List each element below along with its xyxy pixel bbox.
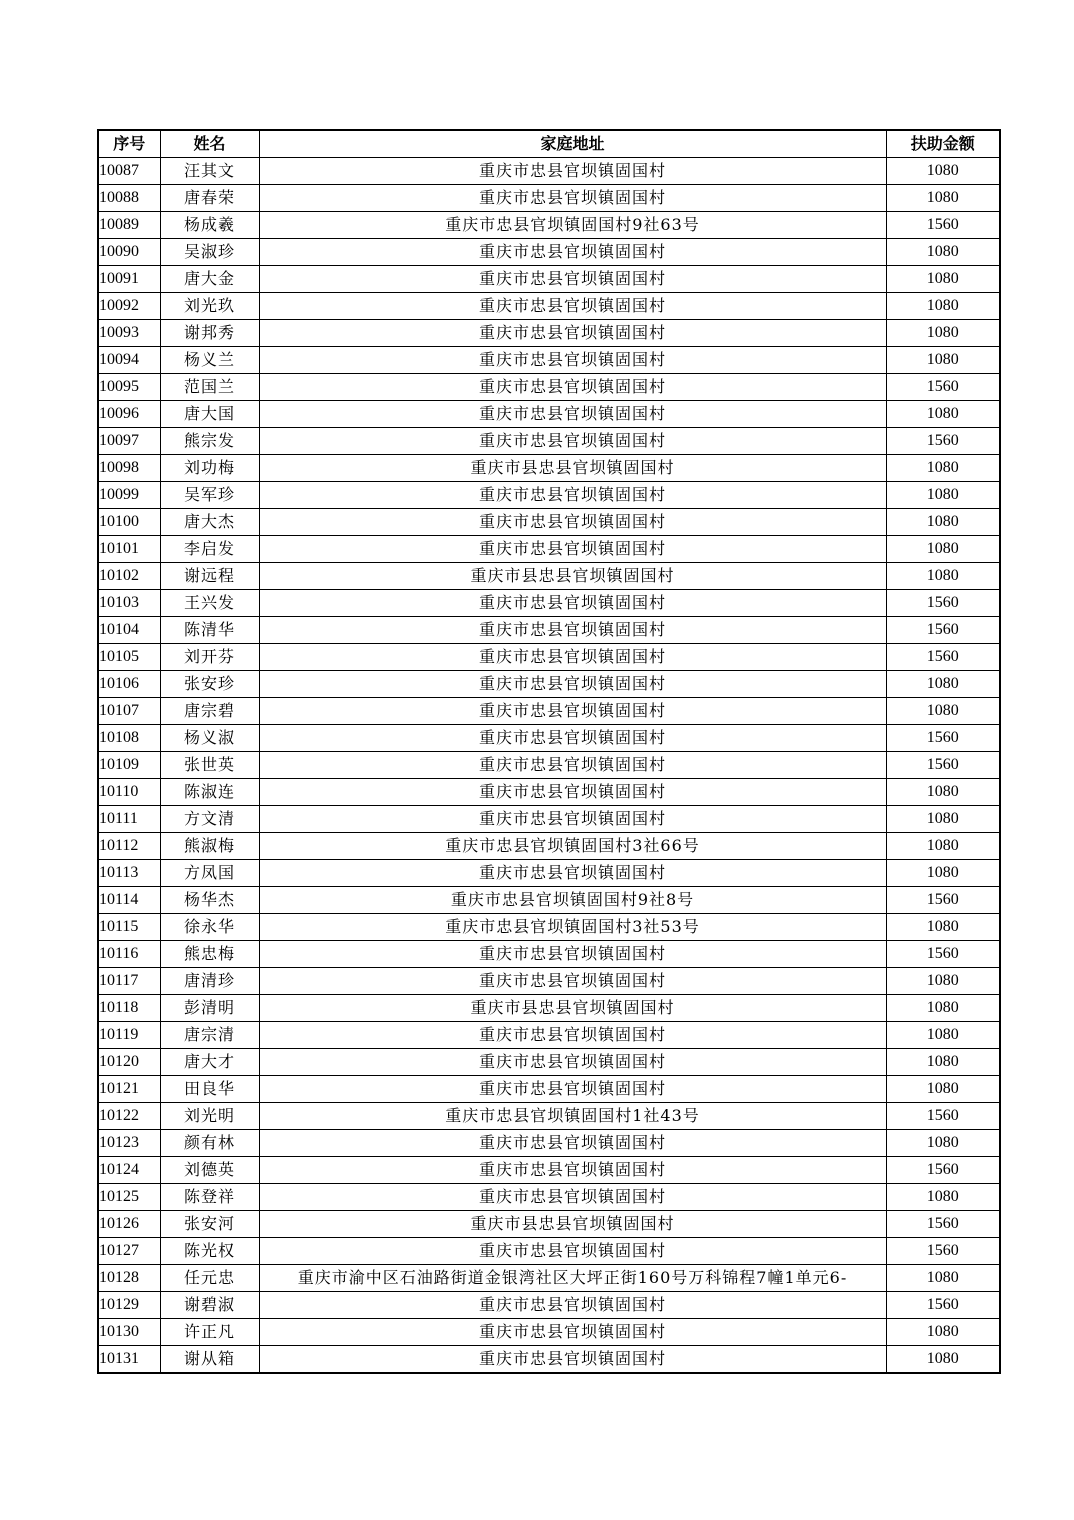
name-cell: 王兴发 [160,590,259,617]
seq-cell: 10115 [98,914,160,941]
address-cell: 重庆市忠县官坝镇固国村1社43号 [259,1103,886,1130]
name-cell: 张安河 [160,1211,259,1238]
table-row [98,941,1000,968]
amount-cell: 1080 [886,347,1000,374]
seq-cell: 10128 [98,1265,160,1292]
seq-cell: 10092 [98,293,160,320]
amount-cell: 1080 [886,482,1000,509]
address-cell: 重庆市渝中区石油路街道金银湾社区大坪正街160号万科锦程7幢1单元6- [259,1265,886,1292]
amount-cell: 1080 [886,779,1000,806]
name-cell: 许正凡 [160,1319,259,1346]
address-cell: 重庆市忠县官坝镇固国村 [259,1022,886,1049]
name-cell: 任元忠 [160,1265,259,1292]
seq-cell: 10116 [98,941,160,968]
table-row [98,185,1000,212]
table-header [98,130,1000,158]
address-cell: 重庆市忠县官坝镇固国村 [259,482,886,509]
amount-cell: 1080 [886,563,1000,590]
amount-cell: 1080 [886,1184,1000,1211]
name-cell: 杨义兰 [160,347,259,374]
address-cell: 重庆市忠县官坝镇固国村 [259,293,886,320]
address-cell: 重庆市忠县官坝镇固国村3社53号 [259,914,886,941]
seq-cell: 10096 [98,401,160,428]
table-row [98,1022,1000,1049]
table-row [98,482,1000,509]
amount-cell: 1560 [886,374,1000,401]
name-cell: 唐宗碧 [160,698,259,725]
address-cell: 重庆市忠县官坝镇固国村 [259,941,886,968]
table-row [98,752,1000,779]
name-cell: 吴淑珍 [160,239,259,266]
table-row [98,1238,1000,1265]
amount-cell: 1080 [886,698,1000,725]
address-cell: 重庆市忠县官坝镇固国村 [259,1292,886,1319]
seq-cell: 10117 [98,968,160,995]
table-row [98,428,1000,455]
table-row [98,644,1000,671]
name-cell: 唐大金 [160,266,259,293]
name-cell: 唐春荣 [160,185,259,212]
table-row [98,617,1000,644]
table-row [98,563,1000,590]
seq-cell: 10103 [98,590,160,617]
address-cell: 重庆市忠县官坝镇固国村 [259,1184,886,1211]
name-cell: 刘光明 [160,1103,259,1130]
seq-cell: 10095 [98,374,160,401]
amount-cell: 1080 [886,833,1000,860]
address-cell: 重庆市忠县官坝镇固国村 [259,1130,886,1157]
seq-cell: 10090 [98,239,160,266]
table-row [98,293,1000,320]
name-cell: 熊忠梅 [160,941,259,968]
table-row [98,968,1000,995]
seq-cell: 10108 [98,725,160,752]
table-body [98,158,1000,1374]
address-cell: 重庆市忠县官坝镇固国村3社66号 [259,833,886,860]
seq-cell: 10088 [98,185,160,212]
table-row [98,779,1000,806]
seq-cell: 10100 [98,509,160,536]
address-cell: 重庆市忠县官坝镇固国村 [259,671,886,698]
amount-cell: 1560 [886,1211,1000,1238]
seq-cell: 10107 [98,698,160,725]
seq-cell: 10126 [98,1211,160,1238]
amount-cell: 1080 [886,158,1000,185]
name-cell: 彭清明 [160,995,259,1022]
name-cell: 熊宗发 [160,428,259,455]
name-cell: 徐永华 [160,914,259,941]
seq-cell: 10099 [98,482,160,509]
address-cell: 重庆市忠县官坝镇固国村 [259,725,886,752]
seq-cell: 10120 [98,1049,160,1076]
table-row [98,536,1000,563]
amount-cell: 1560 [886,887,1000,914]
amount-cell: 1080 [886,401,1000,428]
table-row [98,1184,1000,1211]
name-cell: 李启发 [160,536,259,563]
table-row [98,860,1000,887]
header-seq: 序号 [98,130,160,158]
seq-cell: 10111 [98,806,160,833]
seq-cell: 10114 [98,887,160,914]
address-cell: 重庆市忠县官坝镇固国村 [259,320,886,347]
table-row [98,1319,1000,1346]
amount-cell: 1080 [886,968,1000,995]
amount-cell: 1080 [886,293,1000,320]
address-cell: 重庆市忠县官坝镇固国村 [259,374,886,401]
name-cell: 张安珍 [160,671,259,698]
seq-cell: 10112 [98,833,160,860]
amount-cell: 1080 [886,1022,1000,1049]
name-cell: 刘功梅 [160,455,259,482]
seq-cell: 10125 [98,1184,160,1211]
amount-cell: 1560 [886,644,1000,671]
name-cell: 杨义淑 [160,725,259,752]
address-cell: 重庆市忠县官坝镇固国村 [259,1319,886,1346]
name-cell: 方凤国 [160,860,259,887]
address-cell: 重庆市县忠县官坝镇固国村 [259,563,886,590]
address-cell: 重庆市忠县官坝镇固国村 [259,266,886,293]
address-cell: 重庆市忠县官坝镇固国村 [259,1076,886,1103]
address-cell: 重庆市忠县官坝镇固国村 [259,779,886,806]
seq-cell: 10130 [98,1319,160,1346]
table-row [98,266,1000,293]
amount-cell: 1560 [886,752,1000,779]
name-cell: 范国兰 [160,374,259,401]
address-cell: 重庆市忠县官坝镇固国村9社63号 [259,212,886,239]
seq-cell: 10122 [98,1103,160,1130]
address-cell: 重庆市忠县官坝镇固国村 [259,752,886,779]
name-cell: 陈清华 [160,617,259,644]
seq-cell: 10110 [98,779,160,806]
amount-cell: 1080 [886,455,1000,482]
amount-cell: 1080 [886,509,1000,536]
seq-cell: 10097 [98,428,160,455]
name-cell: 唐大国 [160,401,259,428]
table-row [98,833,1000,860]
name-cell: 刘开芬 [160,644,259,671]
seq-cell: 10109 [98,752,160,779]
seq-cell: 10093 [98,320,160,347]
address-cell: 重庆市忠县官坝镇固国村 [259,860,886,887]
seq-cell: 10127 [98,1238,160,1265]
name-cell: 谢远程 [160,563,259,590]
amount-cell: 1080 [886,1319,1000,1346]
table-row [98,671,1000,698]
amount-cell: 1080 [886,266,1000,293]
seq-cell: 10123 [98,1130,160,1157]
name-cell: 唐大杰 [160,509,259,536]
table-row [98,1130,1000,1157]
table-row [98,1103,1000,1130]
name-cell: 张世英 [160,752,259,779]
name-cell: 刘光玖 [160,293,259,320]
name-cell: 田良华 [160,1076,259,1103]
address-cell: 重庆市忠县官坝镇固国村 [259,968,886,995]
address-cell: 重庆市忠县官坝镇固国村 [259,401,886,428]
assistance-roster-table [97,129,1001,1374]
name-cell: 陈淑连 [160,779,259,806]
table-row [98,212,1000,239]
name-cell: 汪其文 [160,158,259,185]
seq-cell: 10101 [98,536,160,563]
address-cell: 重庆市县忠县官坝镇固国村 [259,1211,886,1238]
seq-cell: 10118 [98,995,160,1022]
seq-cell: 10113 [98,860,160,887]
table-row [98,239,1000,266]
amount-cell: 1560 [886,1157,1000,1184]
amount-cell: 1560 [886,617,1000,644]
address-cell: 重庆市忠县官坝镇固国村9社8号 [259,887,886,914]
amount-cell: 1080 [886,536,1000,563]
address-cell: 重庆市忠县官坝镇固国村 [259,509,886,536]
amount-cell: 1080 [886,671,1000,698]
name-cell: 陈登祥 [160,1184,259,1211]
address-cell: 重庆市忠县官坝镇固国村 [259,347,886,374]
amount-cell: 1080 [886,806,1000,833]
table-row [98,509,1000,536]
amount-cell: 1080 [886,239,1000,266]
amount-cell: 1080 [886,185,1000,212]
address-cell: 重庆市忠县官坝镇固国村 [259,536,886,563]
address-cell: 重庆市忠县官坝镇固国村 [259,644,886,671]
seq-cell: 10105 [98,644,160,671]
seq-cell: 10089 [98,212,160,239]
table-row [98,698,1000,725]
table-row [98,995,1000,1022]
amount-cell: 1080 [886,1265,1000,1292]
seq-cell: 10094 [98,347,160,374]
table-row [98,374,1000,401]
amount-cell: 1080 [886,914,1000,941]
seq-cell: 10121 [98,1076,160,1103]
address-cell: 重庆市忠县官坝镇固国村 [259,590,886,617]
address-cell: 重庆市县忠县官坝镇固国村 [259,995,886,1022]
amount-cell: 1080 [886,1130,1000,1157]
address-cell: 重庆市忠县官坝镇固国村 [259,1049,886,1076]
name-cell: 熊淑梅 [160,833,259,860]
name-cell: 谢邦秀 [160,320,259,347]
table-row [98,1157,1000,1184]
amount-cell: 1560 [886,428,1000,455]
amount-cell: 1560 [886,590,1000,617]
table-row [98,725,1000,752]
amount-cell: 1560 [886,1238,1000,1265]
name-cell: 杨华杰 [160,887,259,914]
table-row [98,914,1000,941]
address-cell: 重庆市忠县官坝镇固国村 [259,428,886,455]
table-row [98,1265,1000,1292]
address-cell: 重庆市忠县官坝镇固国村 [259,698,886,725]
table-row [98,455,1000,482]
name-cell: 陈光权 [160,1238,259,1265]
amount-cell: 1080 [886,320,1000,347]
amount-cell: 1080 [886,860,1000,887]
name-cell: 唐宗清 [160,1022,259,1049]
table-row [98,1049,1000,1076]
seq-cell: 10106 [98,671,160,698]
name-cell: 唐大才 [160,1049,259,1076]
address-cell: 重庆市忠县官坝镇固国村 [259,617,886,644]
seq-cell: 10087 [98,158,160,185]
address-cell: 重庆市忠县官坝镇固国村 [259,1157,886,1184]
amount-cell: 1560 [886,212,1000,239]
seq-cell: 10124 [98,1157,160,1184]
header-name: 姓名 [160,130,259,158]
table-row [98,806,1000,833]
table-row [98,1211,1000,1238]
name-cell: 刘德英 [160,1157,259,1184]
name-cell: 杨成羲 [160,212,259,239]
name-cell: 唐清珍 [160,968,259,995]
address-cell: 重庆市县忠县官坝镇固国村 [259,455,886,482]
header-amount: 扶助金额 [886,130,1000,158]
seq-cell: 10091 [98,266,160,293]
seq-cell: 10098 [98,455,160,482]
table-row [98,887,1000,914]
table-row [98,590,1000,617]
amount-cell: 1560 [886,941,1000,968]
address-cell: 重庆市忠县官坝镇固国村 [259,239,886,266]
amount-cell: 1080 [886,1049,1000,1076]
address-cell: 重庆市忠县官坝镇固国村 [259,1346,886,1374]
name-cell: 方文清 [160,806,259,833]
address-cell: 重庆市忠县官坝镇固国村 [259,185,886,212]
table-row [98,1076,1000,1103]
seq-cell: 10102 [98,563,160,590]
seq-cell: 10119 [98,1022,160,1049]
seq-cell: 10104 [98,617,160,644]
amount-cell: 1560 [886,725,1000,752]
table-row [98,347,1000,374]
address-cell: 重庆市忠县官坝镇固国村 [259,1238,886,1265]
amount-cell: 1080 [886,1076,1000,1103]
address-cell: 重庆市忠县官坝镇固国村 [259,806,886,833]
header-address: 家庭地址 [259,130,886,158]
table-row [98,1292,1000,1319]
amount-cell: 1560 [886,1292,1000,1319]
table-row [98,320,1000,347]
amount-cell: 1560 [886,1103,1000,1130]
table-row [98,158,1000,185]
address-cell: 重庆市忠县官坝镇固国村 [259,158,886,185]
table-row [98,401,1000,428]
seq-cell: 10129 [98,1292,160,1319]
header-row [98,130,1000,158]
amount-cell: 1080 [886,995,1000,1022]
seq-cell: 10131 [98,1346,160,1374]
table-row [98,1346,1000,1374]
name-cell: 谢从箱 [160,1346,259,1374]
name-cell: 谢碧淑 [160,1292,259,1319]
name-cell: 颜有林 [160,1130,259,1157]
amount-cell: 1080 [886,1346,1000,1374]
name-cell: 吴军珍 [160,482,259,509]
